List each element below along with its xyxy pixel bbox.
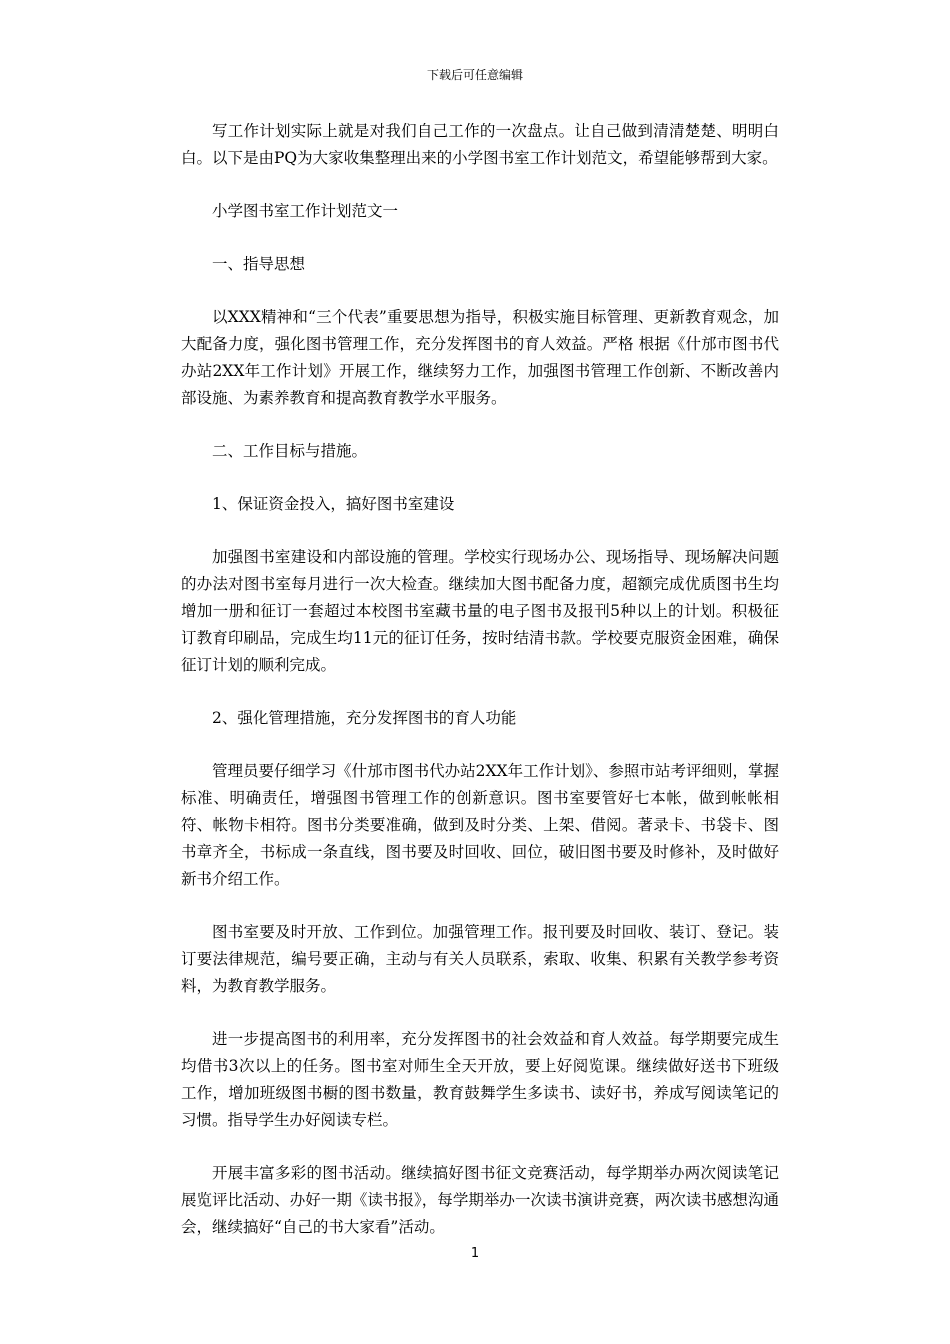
heading-guiding-thought: 一、指导思想 — [212, 255, 306, 273]
paragraph-activities: 开展丰富多彩的图书活动。继续搞好图书征文竞赛活动，每学期举办两次阅读笔记展览评比活动、办好一期《读书报》，每学期举办一次读书演讲竞赛，两次读书感想沟通会，继续搞好“自己的书大家看”活动。 — [181, 1164, 779, 1236]
subheading-funding: 1、保证资金投入，搞好图书室建设 — [212, 495, 455, 513]
paragraph-guiding-thought: 以XXX精神和“三个代表”重要思想为指导，积极实施目标管理、更新教育观念，加大配备力度，强化图书管理工作，充分发挥图书的育人效益。严格 根据《什邡市图书代办站2XX年工作计划》开展工作，继续努力工作，加强图书管理工作创新、不断改善内部设施、为素养教育和提高教育教学水平服务。 — [181, 308, 779, 407]
intro-paragraph: 写工作计划实际上就是对我们自己工作的一次盘点。让自己做到清清楚楚、明明白白。以下是由PQ为大家收集整理出来的小学图书室工作计划范文，希望能够帮到大家。 — [181, 122, 779, 167]
paragraph-utilization: 进一步提高图书的利用率，充分发挥图书的社会效益和育人效益。每学期要完成生均借书3次以上的任务。图书室对师生全天开放，要上好阅览课。继续做好送书下班级工作，增加班级图书橱的图书数量，教育鼓舞学生多读书、读好书，养成写阅读笔记的习惯。指导学生办好阅读专栏。 — [181, 1030, 779, 1129]
page-header: 下载后可任意编辑 — [426, 68, 523, 82]
page-number: 1 — [470, 1246, 480, 1261]
document-body — [181, 118, 779, 1267]
paragraph-funding: 加强图书室建设和内部设施的管理。学校实行现场办公、现场指导、现场解决问题的办法对图书室每月进行一次大检查。继续加大图书配备力度，超额完成优质图书生均增加一册和征订一套超过本校图书室藏书量的电子图书及报刊5种以上的计划。积极征订教育印刷品，完成生均11元的征订任务，按时结清书款。学校要克服资金困难，确保征订计划的顺利完成。 — [181, 548, 779, 674]
heading-goals-measures: 二、工作目标与措施。 — [212, 442, 368, 460]
paragraph-management: 管理员要仔细学习《什邡市图书代办站2XX年工作计划》、参照市站考评细则，掌握标准、明确责任，增强图书管理工作的创新意识。图书室要管好七本帐，做到帐帐相符、帐物卡相符。图书分类要准确，做到及时分类、上架、借阅。著录卡、书袋卡、图书章齐全，书标成一条直线，图书要及时回收、回位，破旧图书要及时修补，及时做好新书介绍工作。 — [181, 762, 779, 888]
section-title: 小学图书室工作计划范文一 — [212, 202, 399, 220]
paragraph-opening: 图书室要及时开放、工作到位。加强管理工作。报刊要及时回收、装订、登记。装订要法律规范，编号要正确，主动与有关人员联系，索取、收集、积累有关教学参考资料，为教育教学服务。 — [181, 923, 779, 995]
subheading-management: 2、强化管理措施，充分发挥图书的育人功能 — [212, 709, 517, 727]
